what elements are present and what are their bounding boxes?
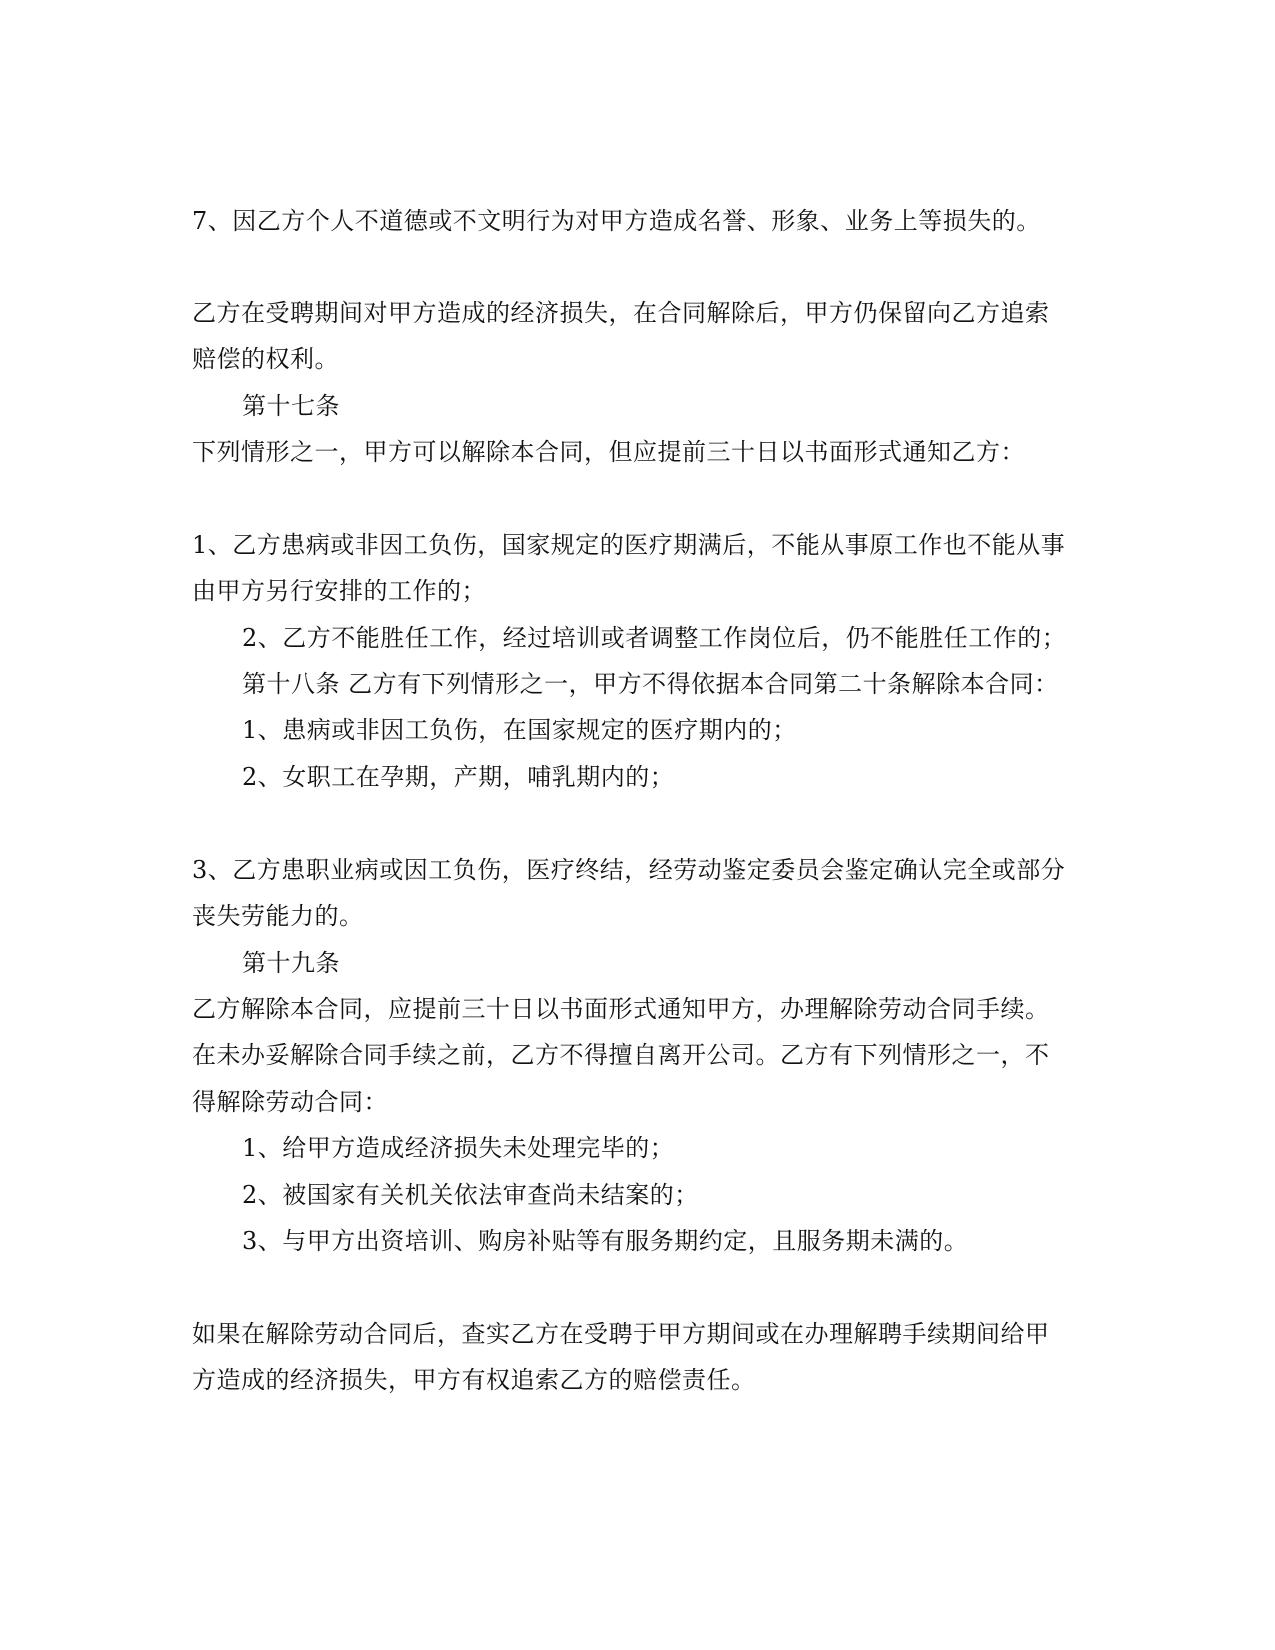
article-17-item-1-line-1: 1、乙方患病或非因工负伤，国家规定的医疗期满后，不能从事原工作也不能从事: [192, 531, 1066, 559]
closing-text-line-1: 如果在解除劳动合同后，查实乙方在受聘于甲方期间或在办理解聘手续期间给甲: [192, 1320, 1050, 1348]
article-18-item-2: 2、女职工在孕期，产期，哺乳期内的；: [242, 763, 675, 791]
compensation-text-line-2: 赔偿的权利。: [192, 345, 339, 373]
article-19-text-line-3: 得解除劳动合同：: [192, 1088, 388, 1116]
article-19-text-line-2: 在未办妥解除合同手续之前，乙方不得擅自离开公司。乙方有下列情形之一，不: [192, 1041, 1050, 1069]
article-18-item-1: 1、患病或非因工负伤，在国家规定的医疗期内的；: [242, 716, 797, 744]
article-18-item-3-line-1: 3、乙方患职业病或因工负伤，医疗终结，经劳动鉴定委员会鉴定确认完全或部分: [192, 856, 1066, 884]
clause-7-text: 7、因乙方个人不道德或不文明行为对甲方造成名誉、形象、业务上等损失的。: [192, 207, 1041, 235]
article-19-heading: 第十九条: [242, 949, 340, 977]
article-19-item-2: 2、被国家有关机关依法审查尚未结案的；: [242, 1181, 699, 1209]
closing-text-line-2: 方造成的经济损失，甲方有权追索乙方的赔偿责任。: [192, 1366, 756, 1394]
article-17-intro: 下列情形之一，甲方可以解除本合同，但应提前三十日以书面形式通知乙方：: [192, 438, 1025, 466]
article-19-item-1: 1、给甲方造成经济损失未处理完毕的；: [242, 1134, 675, 1162]
compensation-text-line-1: 乙方在受聘期间对甲方造成的经济损失，在合同解除后，甲方仍保留向乙方追索: [192, 299, 1050, 327]
article-19-item-3: 3、与甲方出资培训、购房补贴等有服务期约定，且服务期未满的。: [242, 1227, 969, 1255]
article-19-text-line-1: 乙方解除本合同，应提前三十日以书面形式通知甲方，办理解除劳动合同手续。: [192, 995, 1050, 1023]
article-17-item-1-line-2: 由甲方另行安排的工作的；: [192, 577, 486, 605]
article-18-item-3-line-2: 丧失劳能力的。: [192, 902, 364, 930]
article-17-item-2: 2、乙方不能胜任工作，经过培训或者调整工作岗位后，仍不能胜任工作的；: [242, 624, 1067, 652]
article-17-heading: 第十七条: [242, 392, 340, 420]
article-18-heading: 第十八条 乙方有下列情形之一，甲方不得依据本合同第二十条解除本合同：: [242, 670, 1059, 698]
